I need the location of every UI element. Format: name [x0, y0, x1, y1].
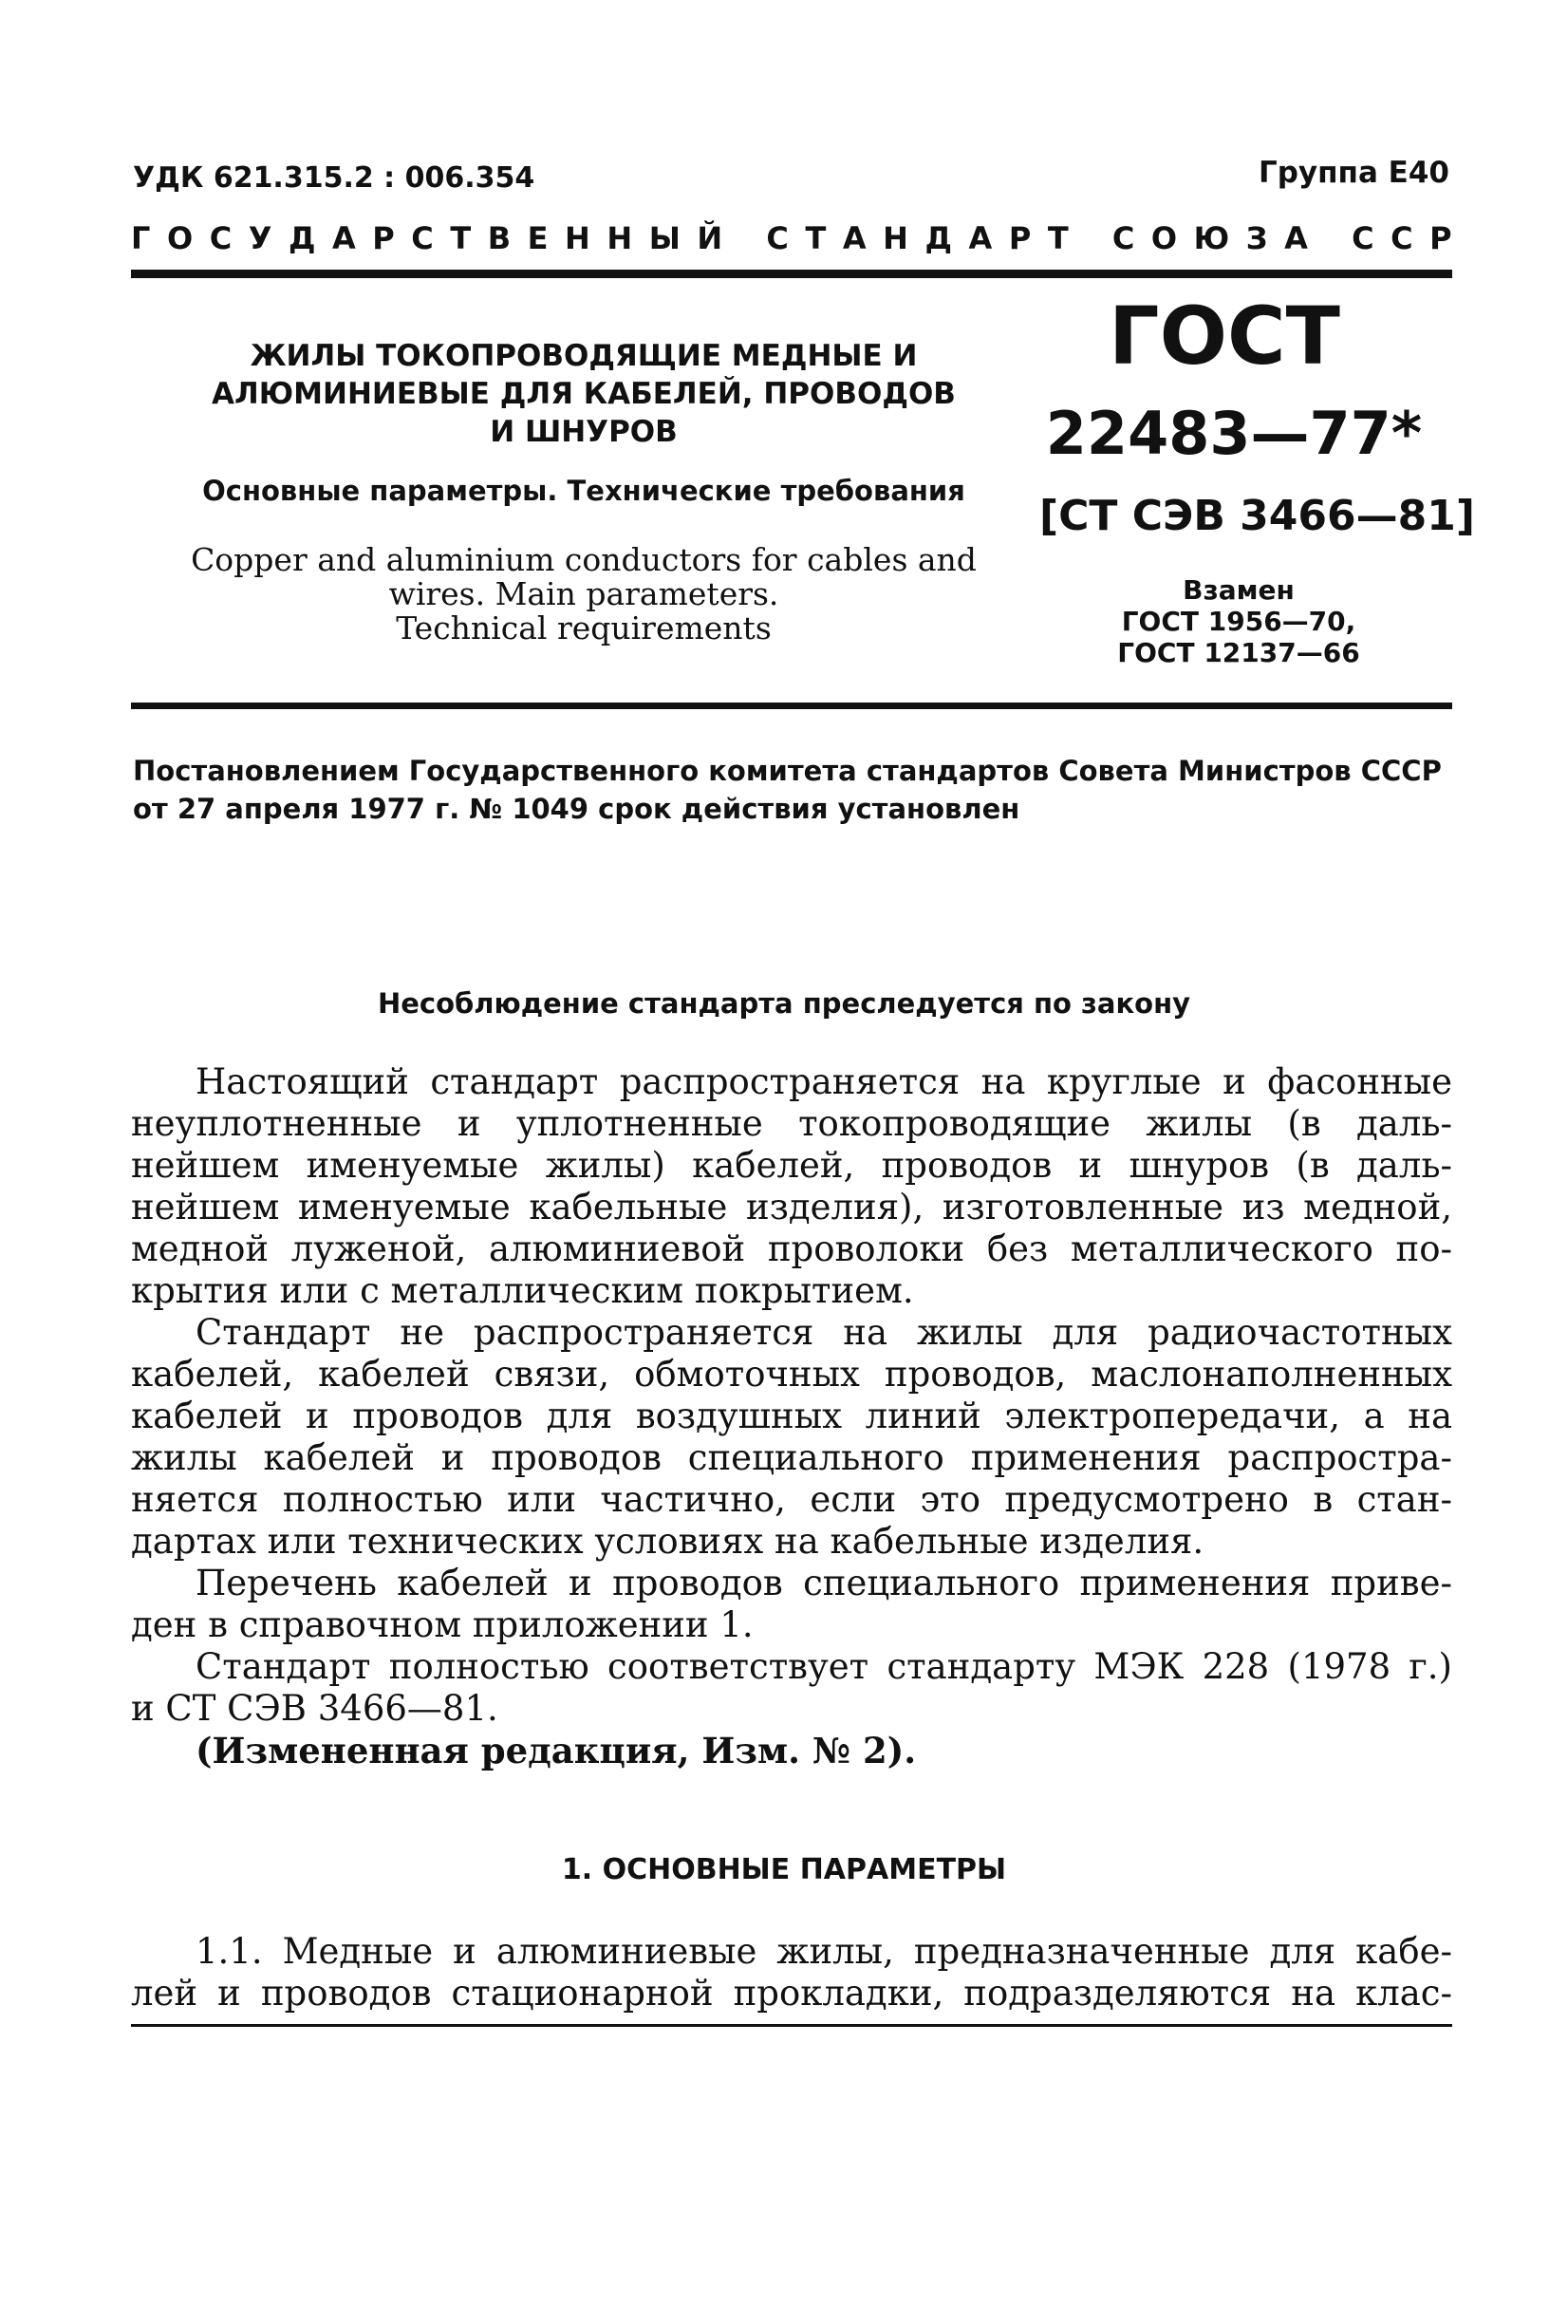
heading-letter: Н — [607, 220, 633, 256]
text-line: Настоящий стандарт распространяется на круглые и фасонные — [196, 1061, 1452, 1102]
gost-number: 22483—77* — [1045, 399, 1423, 468]
text-line: Стандарт полностью соответствует стандарту МЭК 228 (1978 г.) — [196, 1646, 1452, 1687]
heading-letter: С — [766, 220, 789, 256]
text-line: 1.1. Медные и алюминиевые жилы, предназначенные для кабе- — [196, 1931, 1452, 1972]
heading-letter: Н — [565, 220, 590, 256]
heading-letter: Ю — [1193, 220, 1230, 256]
section-heading: 1. ОСНОВНЫЕ ПАРАМЕТРЫ — [561, 1853, 1007, 1886]
title-line: ЖИЛЫ ТОКОПРОВОДЯЩИЕ МЕДНЫЕ И — [250, 339, 918, 373]
heading-letter: Й — [697, 220, 723, 256]
heading-letter: Т — [805, 220, 827, 256]
text-line: ден в справочном приложении 1. — [131, 1604, 754, 1645]
document-title — [190, 337, 978, 451]
heading-letter: Р — [372, 220, 395, 256]
paragraph — [131, 1563, 1452, 1646]
heading-letter: О — [1150, 220, 1178, 256]
replaced-standard: ГОСТ 1956—70, — [1121, 606, 1356, 637]
header-rule — [131, 270, 1452, 278]
text-line: кабелей, кабелей связи, обмоточных проводов, маслонаполненных — [131, 1354, 1452, 1395]
decree-line: от 27 апреля 1977 г. № 1049 срок действия установлен — [133, 793, 1020, 825]
amendment-note: (Измененная редакция, Изм. № 2). — [196, 1730, 917, 1771]
heading-letter: Т — [1047, 220, 1069, 256]
text-line: Стандарт не распространяется на жилы для радиочастотных — [196, 1312, 1452, 1353]
group-code: Группа Е40 — [1258, 156, 1449, 190]
heading-letter: С — [411, 220, 434, 256]
heading-letter: О — [166, 220, 194, 256]
text-line: жилы кабелей и проводов специального применения распростра- — [131, 1437, 1452, 1478]
text-line: дартах или технических условиях на кабельные изделия. — [131, 1521, 1204, 1562]
heading-gap — [1324, 220, 1335, 256]
heading-letter: Н — [883, 220, 908, 256]
heading-letter: А — [1284, 220, 1308, 256]
english-title — [180, 543, 987, 646]
heading-letter: А — [968, 220, 993, 256]
body-text — [131, 1061, 1452, 1771]
text-line: неуплотненные и уплотненные токопроводящие жилы (в даль- — [131, 1103, 1452, 1144]
heading-letter: Ы — [648, 220, 681, 256]
heading-letter: Р — [1008, 220, 1032, 256]
text-line: Перечень кабелей и проводов специального применения приве- — [196, 1563, 1452, 1603]
heading-letter: В — [487, 220, 512, 256]
english-title-line: Copper and aluminium conductors for cables and — [191, 541, 977, 578]
heading-letter: С — [209, 220, 233, 256]
heading-letter: Р — [1429, 220, 1452, 256]
gost-label: ГОСТ — [1109, 290, 1340, 383]
decree-line: Постановлением Государственного комитета стандартов Совета Министров СССР — [133, 755, 1442, 787]
title-line: И ШНУРОВ — [490, 415, 678, 449]
udk-code: УДК 621.315.2 : 006.354 — [133, 161, 535, 195]
heading-letter: У — [248, 220, 272, 256]
text-line: медной луженой, алюминиевой проволоки без металлического по- — [131, 1228, 1452, 1269]
title-line: АЛЮМИНИЕВЫЕ ДЛЯ КАБЕЛЕЙ, ПРОВОДОВ — [212, 377, 956, 411]
heading-letter: А — [331, 220, 356, 256]
clause-text — [131, 1931, 1452, 2015]
heading-letter: С — [1111, 220, 1135, 256]
heading-gap — [1085, 220, 1095, 256]
replaces-label: Взамен — [1183, 574, 1295, 606]
heading-letter: Д — [288, 220, 316, 256]
title-block-rule — [131, 703, 1452, 709]
heading-letter: З — [1245, 220, 1268, 256]
heading-letter: С — [1352, 220, 1374, 256]
text-line: и СТ СЭВ 3466—81. — [131, 1688, 498, 1729]
heading-letter: С — [1391, 220, 1413, 256]
english-title-line: Technical requirements — [396, 609, 772, 647]
paragraph — [131, 1061, 1452, 1312]
legal-notice: Несоблюдение стандарта преследуется по закону — [377, 987, 1191, 1020]
paragraph — [131, 1312, 1452, 1563]
heading-letter: Д — [924, 220, 952, 256]
decree-text — [133, 752, 1457, 828]
heading-letter: Г — [131, 220, 151, 256]
replaces-block — [1082, 574, 1395, 668]
text-line: крытия или с металлическим покрытием. — [131, 1270, 914, 1311]
text-line: нейшем именуемые жилы) кабелей, проводов и шнуров (в даль- — [131, 1145, 1452, 1186]
heading-letter: А — [842, 220, 867, 256]
footer-rule — [131, 2024, 1452, 2027]
paragraph — [131, 1730, 1452, 1771]
gost-sev-number: [СТ СЭВ 3466—81] — [1039, 492, 1475, 540]
heading-letter: Т — [450, 220, 472, 256]
text-line: лей и проводов стационарной прокладки, подразделяются на клас- — [131, 1973, 1452, 2014]
english-title-line: wires. Main parameters. — [388, 575, 779, 612]
paragraph — [131, 1646, 1452, 1730]
heading-gap — [739, 220, 750, 256]
state-standard-heading — [131, 220, 1452, 256]
text-line: кабелей и проводов для воздушных линий электропередачи, а на — [131, 1396, 1452, 1436]
text-line: нейшем именуемые кабельные изделия), изготовленные из медной, — [131, 1187, 1452, 1228]
heading-letter: Е — [527, 220, 549, 256]
replaced-standard: ГОСТ 12137—66 — [1117, 637, 1360, 668]
document-subtitle: Основные параметры. Технические требования — [202, 475, 965, 507]
text-line: няется полностью или частично, если это предусмотрено в стан- — [131, 1479, 1452, 1520]
